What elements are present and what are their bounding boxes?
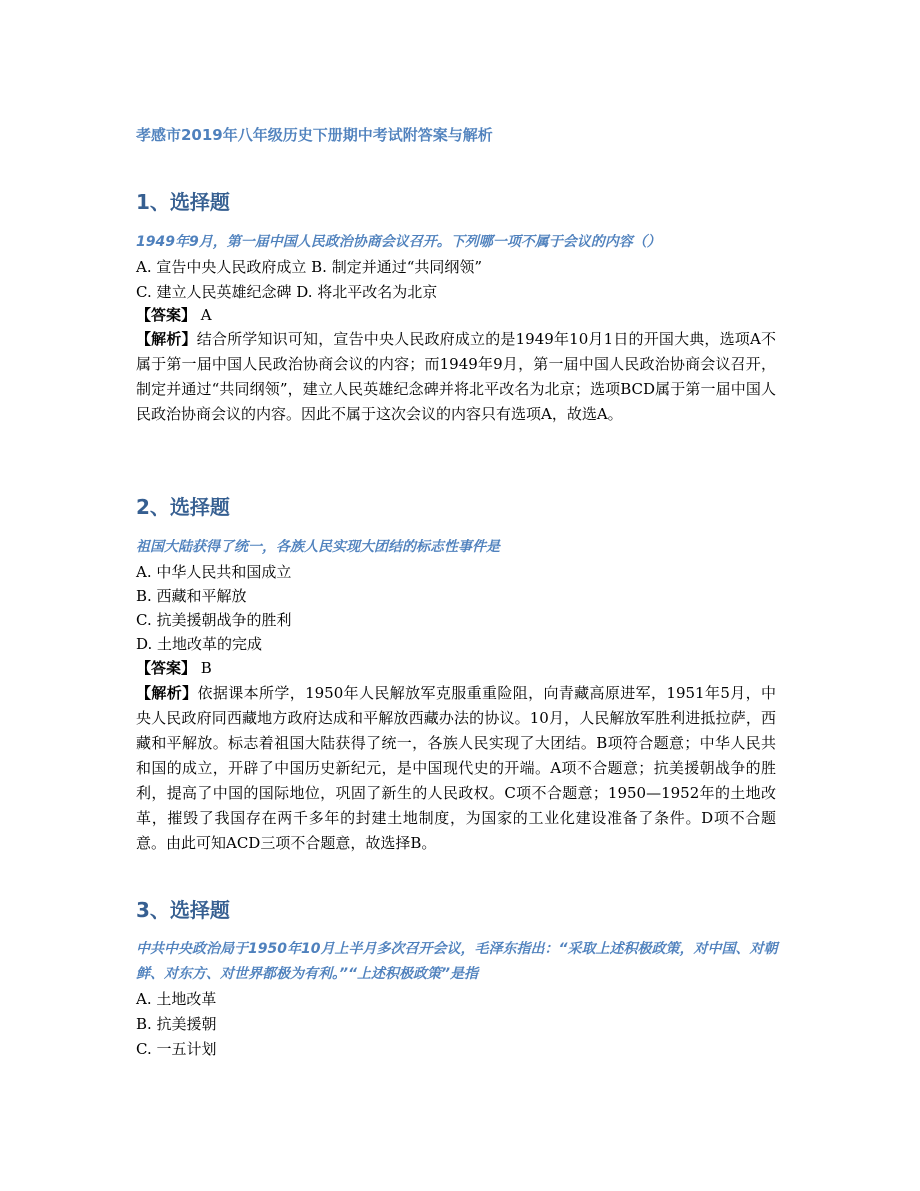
question-2-option-d: D. 土地改革的完成 [136,635,263,653]
answer-value: B [200,659,212,677]
question-1-stem: 1949年9月，第一届中国人民政治协商会议召开。下列哪一项不属于会议的内容（） [136,234,661,250]
question-3-option-b: B. 抗美援朝 [136,1015,217,1033]
analysis-label: 【解析】 [136,684,198,702]
answer-value: A [200,306,212,324]
question-3-stem: 中共中央政治局于1950年10月上半月多次召开会议，毛泽东指出：“采取上述积极政策，对中国、对朝鲜、对东方、对世界都极为有利。”“上述积极政策”是指 [136,941,778,982]
question-2-answer [136,656,212,680]
analysis-text: 结合所学知识可知，宣告中央人民政府成立的是1949年10月1日的开国大典，选项A不属于第一届中国人民政治协商会议的内容；而1949年9月，第一届中国人民政治协商会议召开，制定并通过“共同纲领”，建立人民英雄纪念碑并将北平改名为北京；选项BCD属于第一届中国人民政治协商会议的内容。因此不属于这次会议的内容只有选项A，故选A。 [136,330,776,423]
question-2-analysis [136,681,776,856]
analysis-label: 【解析】 [136,330,197,348]
answer-label: 【答案】 [136,659,197,677]
answer-label: 【答案】 [136,306,197,324]
question-1-option-line-1: A. 宣告中央人民政府成立 B. 制定并通过“共同纲领” [136,258,483,276]
question-1-analysis [136,327,776,427]
question-2-stem: 祖国大陆获得了统一，各族人民实现大团结的标志性事件是 [136,539,500,555]
question-2-option-b: B. 西藏和平解放 [136,587,247,605]
question-3-heading: 3、选择题 [136,898,230,922]
question-1-heading: 1、选择题 [136,190,230,214]
question-2-option-c: C. 抗美援朝战争的胜利 [136,611,292,629]
question-3-option-c: C. 一五计划 [136,1040,217,1058]
question-2-option-a: A. 中华人民共和国成立 [136,563,292,581]
analysis-text: 依据课本所学，1950年人民解放军克服重重险阻，向青藏高原进军，1951年5月，中央人民政府同西藏地方政府达成和平解放西藏办法的协议。10月，人民解放军胜利进抵拉萨，西藏和平解放。标志着祖国大陆获得了统一，各族人民实现了大团结。B项符合题意；中华人民共和国的成立，开辟了中国历史新纪元，是中国现代史的开端。A项不合题意；抗美援朝战争的胜利，提高了中国的国际地位，巩固了新生的人民政权。C项不合题意；1950—1952年的土地改革，摧毁了我国存在两千多年的封建土地制度，为国家的工业化建设准备了条件。D项不合题意。由此可知ACD三项不合题意，故选择B。 [136,684,776,852]
question-3-option-a: A. 土地改革 [136,990,217,1008]
question-1-answer [136,303,212,327]
question-1-option-line-2: C. 建立人民英雄纪念碑 D. 将北平改名为北京 [136,283,438,301]
question-2-heading: 2、选择题 [136,495,230,519]
document-title: 孝感市2019年八年级历史下册期中考试附答案与解析 [136,126,493,144]
